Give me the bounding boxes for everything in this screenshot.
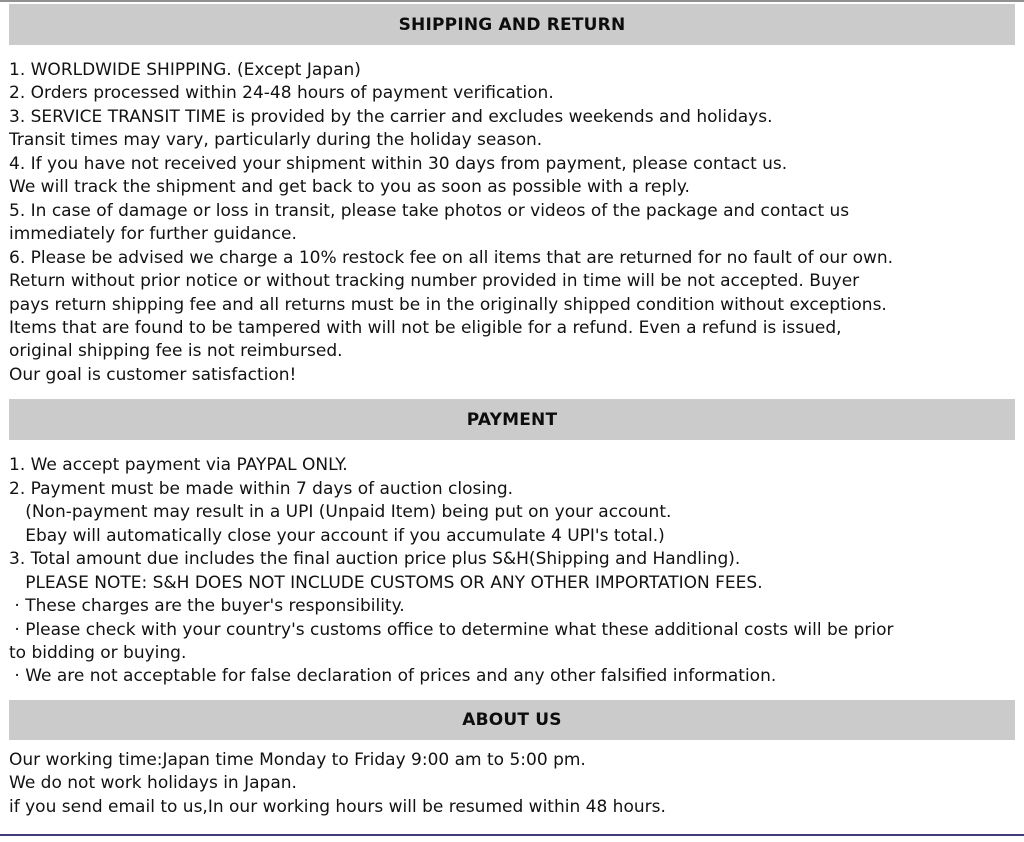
section-title-payment: PAYMENT	[466, 409, 558, 430]
text-line: Return without prior notice or without tracking number provided in time will be not accepted. Buyer	[9, 271, 860, 292]
text-line: 6. Please be advised we charge a 10% restock fee on all items that are returned for no fault of our own.	[9, 247, 894, 268]
text-line: Items that are found to be tampered with will not be eligible for a refund. Even a refund is issued,	[9, 317, 842, 338]
text-line: immediately for further guidance.	[9, 224, 297, 245]
text-line: original shipping fee is not reimbursed.	[9, 341, 343, 362]
text-line: PLEASE NOTE: S&H DOES NOT INCLUDE CUSTOMS OR ANY OTHER IMPORTATION FEES.	[9, 572, 763, 593]
text-line: 3. SERVICE TRANSIT TIME is provided by the carrier and excludes weekends and holidays.	[9, 106, 773, 127]
text-line: · Please check with your country's customs office to determine what these additional costs will be prior	[9, 619, 894, 640]
text-line: 1. WORLDWIDE SHIPPING. (Except Japan)	[9, 60, 361, 80]
text-line: if you send email to us,In our working hours will be resumed within 48 hours.	[9, 796, 666, 817]
text-line: 2. Payment must be made within 7 days of auction closing.	[9, 478, 514, 499]
section-title-shipping-and-return: SHIPPING AND RETURN	[398, 14, 626, 35]
section-header-about-us	[9, 700, 1015, 740]
bottom-divider	[0, 834, 1024, 836]
text-line: · These charges are the buyer's responsibility.	[9, 596, 405, 617]
text-line: 3. Total amount due includes the final auction price plus S&H(Shipping and Handling).	[9, 549, 741, 570]
top-divider	[0, 0, 1024, 2]
text-line: 4. If you have not received your shipment within 30 days from payment, please contact us.	[9, 153, 788, 174]
section-header-shipping-and-return	[9, 4, 1015, 45]
text-line: We do not work holidays in Japan.	[9, 773, 297, 794]
text-line: (Non-payment may result in a UPI (Unpaid Item) being put on your account.	[9, 502, 672, 523]
text-line: 5. In case of damage or loss in transit, please take photos or videos of the package and contact us	[9, 200, 850, 221]
about-us-text	[9, 740, 1015, 819]
text-line: pays return shipping fee and all returns must be in the originally shipped condition without exceptions.	[9, 294, 887, 315]
text-line: Ebay will automatically close your account if you accumulate 4 UPI's total.)	[9, 525, 665, 546]
section-header-payment	[9, 399, 1015, 440]
text-line: 1. We accept payment via PAYPAL ONLY.	[9, 455, 348, 476]
section-title-about-us: ABOUT US	[462, 709, 562, 730]
text-line: 2. Orders processed within 24-48 hours of payment verification.	[9, 83, 554, 104]
payment-text	[9, 440, 1015, 689]
text-line: We will track the shipment and get back to you as soon as possible with a reply.	[9, 177, 690, 198]
text-line: · We are not acceptable for false declaration of prices and any other falsified information.	[9, 666, 777, 687]
text-line: to bidding or buying.	[9, 642, 187, 663]
text-line: Our goal is customer satisfaction!	[9, 364, 297, 385]
text-line: Our working time:Japan time Monday to Friday 9:00 am to 5:00 pm.	[9, 749, 586, 770]
text-line: Transit times may vary, particularly during the holiday season.	[9, 130, 543, 151]
policy-document	[9, 4, 1015, 819]
shipping-and-return-text	[9, 45, 1015, 387]
